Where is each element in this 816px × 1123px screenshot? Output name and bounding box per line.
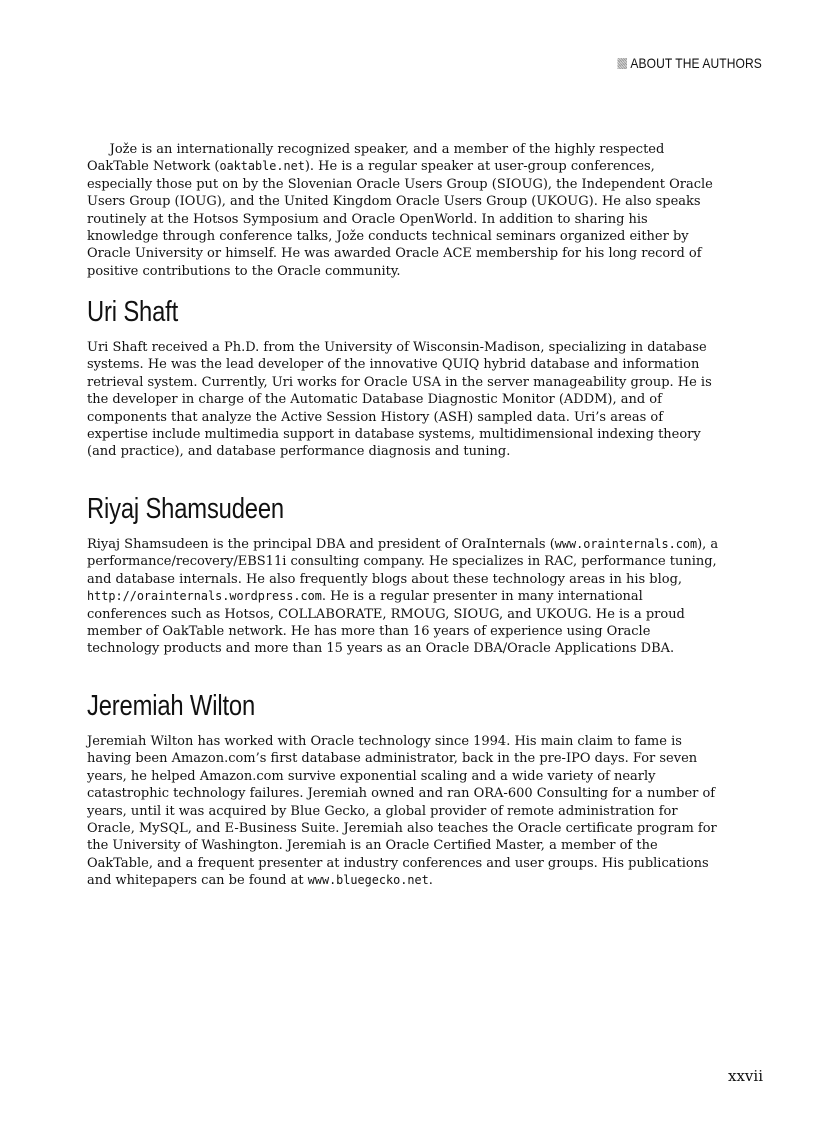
author-bio: Uri Shaft received a Ph.D. from the University of Wisconsin-Madison, specializing in database systems. He was the lead developer of the innovative QUIQ hybrid database and information retrieval system. Currently, Uri works for Oracle USA in the server manageability group. He is the developer in charge of the Automatic Database Diagnostic Monitor (ADDM), and of components that analyze the Active Session History (ASH) sampled data. Uri’s areas of expertise include multimedia support in database systems, multidimensional indexing theory (and practice), and database performance diagnosis and tuning. — [87, 340, 712, 460]
author-heading: Uri Shaft — [87, 296, 179, 328]
page-number: xxvii — [728, 1067, 763, 1085]
author-heading: Jeremiah Wilton — [87, 690, 256, 722]
bio-text: Jeremiah Wilton has worked with Oracle technology since 1994. His main claim to fame is having been Amazon.com’s first database administrator, back in the pre-IPO days. For seven years, he helped Amazon.com survive exponential scaling and a wide variety of nearly catastrophic technology failures. Jeremiah owned and ran ORA-600 Consulting for a number of years, until it was acquired by Blue Gecko, a global provider of remote administration for Oracle, MySQL, and E-Business Suite. Jeremiah also teaches the Oracle certificate program for the University of Washington. Jeremiah is an Oracle Certified Master, a member of the OakTable, and a frequent presenter at industry conferences and user groups. His publications and whitepapers can be found at — [87, 734, 717, 889]
bio-text-end: . He is a regular presenter in many international conferences such as Hotsos, COLLABORATE, RMOUG, SIOUG, and UKOUG. He is a proud member of OakTable network. He has more than 16 years of experience using Oracle technology products and more than 15 years as an Oracle DBA/Oracle Applications DBA. — [87, 589, 685, 657]
author-section-uri-shaft — [87, 297, 732, 461]
intro-text-cont: ). He is a regular speaker at user-group conferences, especially those put on by the Slovenian Oracle Users Group (SIOUG), the Independent Oracle Users Group (IOUG), and the United Kingdom Oracle Users Group (UKOUG). He also speaks routinely at the Hotsos Symposium and Oracle OpenWorld. In addition to sharing his knowledge through conference talks, Jože conducts technical seminars organized either by Oracle University or himself. He was awarded Oracle ACE membership for his long record of positive contributions to the Oracle community. — [87, 159, 713, 279]
bio-text: Riyaj Shamsudeen is the principal DBA and president of OraInternals ( — [87, 537, 555, 552]
author-heading: Riyaj Shamsudeen — [87, 493, 284, 525]
section-marker-icon — [618, 58, 627, 69]
bio-text-cont: ), a performance/recovery/EBS11i consulting company. He specializes in RAC, performance tuning, and database internals. He also frequently blogs about these technology areas in his blog, — [87, 537, 719, 587]
oaktable-link[interactable]: oaktable.net — [219, 159, 305, 174]
author-section-riyaj-shamsudeen — [87, 494, 732, 658]
bio-text-end: . — [428, 873, 433, 889]
intro-text: Jože is an internationally recognized speaker, and a member of the highly respected OakTable Network ( — [87, 142, 665, 175]
orainternals-blog-link[interactable]: http://orainternals.wordpress.com — [87, 589, 322, 604]
author-section-jeremiah-wilton — [87, 691, 732, 890]
running-head — [618, 55, 762, 71]
intro-section — [87, 141, 732, 280]
bluegecko-link[interactable]: www.bluegecko.net — [307, 873, 429, 888]
intro-paragraph — [87, 141, 722, 280]
author-bio — [87, 733, 722, 890]
author-bio — [87, 536, 722, 658]
orainternals-link[interactable]: www.orainternals.com — [554, 537, 698, 551]
running-head-label: ABOUT THE AUTHORS — [630, 55, 762, 71]
